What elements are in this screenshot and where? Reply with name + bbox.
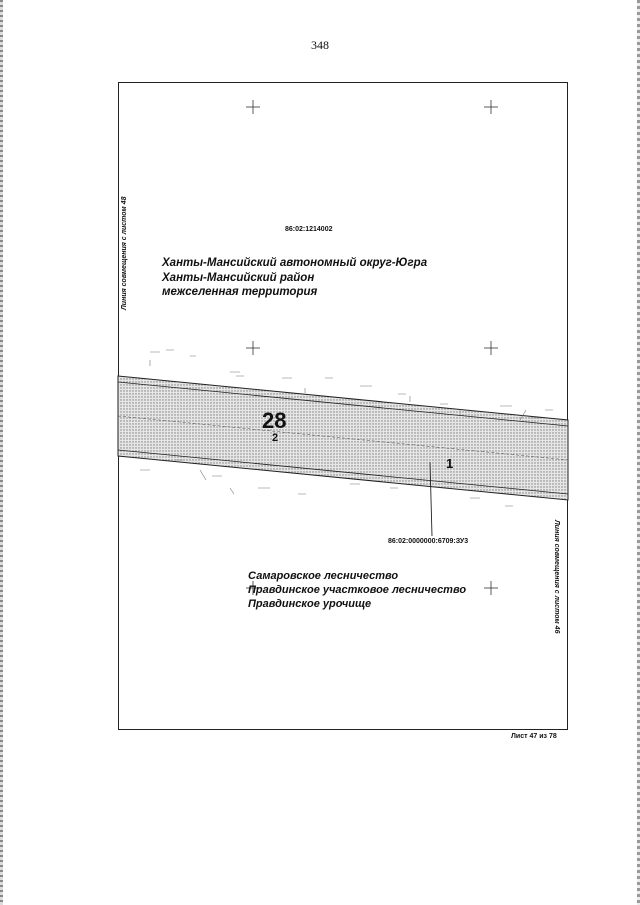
page-number: 348 bbox=[311, 38, 329, 52]
cadastral-label-bottom: 86:02:0000000:6709:ЗУ3 bbox=[388, 538, 469, 545]
side-label-left: Линия совмещения с листом 48 bbox=[121, 196, 128, 310]
grid-cross bbox=[484, 581, 498, 595]
grid-cross bbox=[484, 100, 498, 114]
forest-line: Правдинское урочище bbox=[248, 598, 372, 610]
forestry-label bbox=[248, 569, 466, 611]
sheet-label: Лист 47 из 78 bbox=[511, 733, 557, 740]
grid-cross bbox=[246, 341, 260, 355]
point-label-1: 1 bbox=[446, 456, 454, 471]
side-label-right: Линия совмещения с листом 46 bbox=[553, 520, 560, 634]
admin-territory-label bbox=[162, 256, 427, 300]
point-label-2: 2 bbox=[272, 432, 279, 444]
forest-line: Правдинское участковое лесничество bbox=[248, 584, 467, 596]
forest-line: Самаровское лесничество bbox=[248, 570, 399, 582]
zone-number: 28 bbox=[262, 408, 287, 433]
grid-crosses bbox=[246, 100, 498, 595]
admin-line: Ханты-Мансийский автономный округ-Югра bbox=[162, 257, 428, 269]
grid-cross bbox=[484, 341, 498, 355]
grid-cross bbox=[246, 100, 260, 114]
cadastral-label-top: 86:02:1214002 bbox=[285, 226, 333, 233]
admin-line: Ханты-Мансийский район bbox=[162, 271, 315, 284]
admin-line: межселенная территория bbox=[162, 286, 318, 298]
